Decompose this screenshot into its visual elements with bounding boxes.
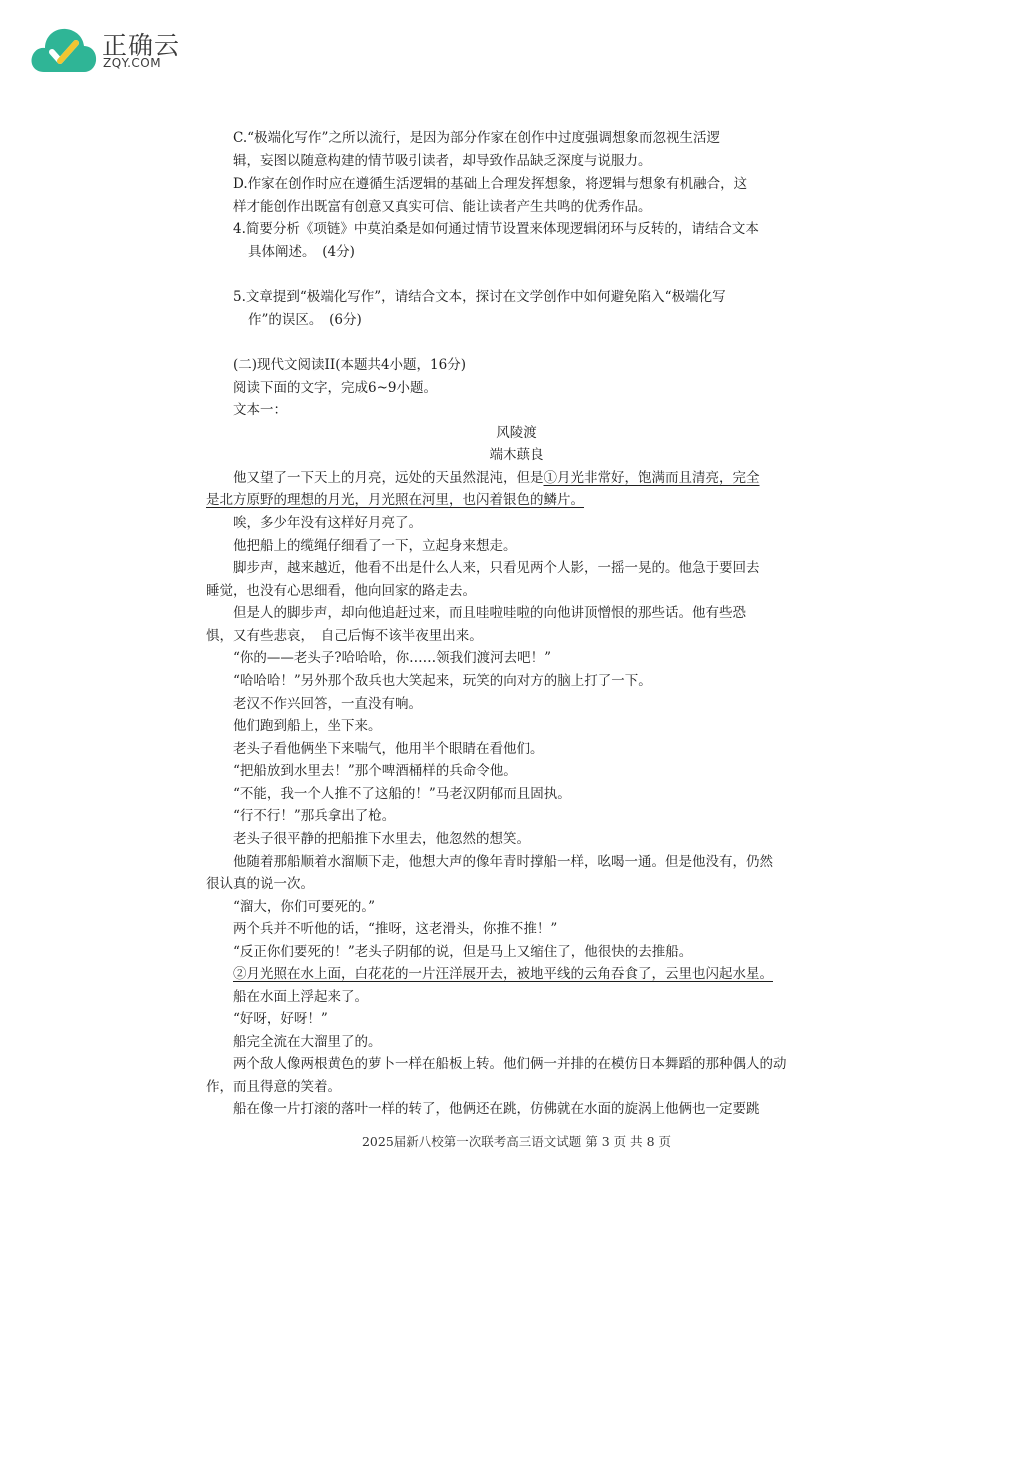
paragraph-line: 睡觉，也没有心思细看，他向回家的路走去。	[206, 583, 476, 599]
paragraph-line	[233, 472, 760, 486]
paragraph-line: 但是人的脚步声，却向他追赶过来，而且哇啦哇啦的向他讲顶憎恨的那些话。他有些恐	[233, 605, 746, 621]
question-4-line-1: 4.简要分析《项链》中莫泊桑是如何通过情节设置来体现逻辑闭环与反转的，请结合文本	[233, 221, 759, 237]
paragraph-line: 他们跑到船上，坐下来。	[233, 718, 382, 734]
story-author: 端木蕻良	[489, 447, 544, 463]
paragraph-line: “你的——老头子?哈哈哈，你……领我们渡河去吧！”	[233, 650, 552, 666]
underlined-sentence-1: ①月光非常好，饱满而且清亮，完全	[543, 470, 760, 486]
paragraph-line: 两个兵并不听他的话，“推呀，这老滑头，你推不推！”	[233, 921, 558, 937]
paragraph-line: 惧，又有些悲哀， 自己后悔不该半夜里出来。	[206, 628, 483, 644]
section-heading: (二)现代文阅读II(本题共4小题，16分)	[233, 357, 466, 373]
paragraph-line: 老汉不作兴回答，一直没有响。	[233, 696, 422, 712]
question-4-line-2: 具体阐述。 (4分)	[248, 244, 355, 260]
paragraph-line: 作，而且得意的笑着。	[206, 1079, 341, 1095]
paragraph-line: “哈哈哈！”另外那个敌兵也大笑起来，玩笑的向对方的脑上打了一下。	[233, 673, 652, 689]
page-footer: 2025届新八校第一次联考高三语文试题 第 3 页 共 8 页	[361, 1134, 672, 1149]
paragraph-line: 他随着那船顺着水溜顺下走，他想大声的像年青时撑船一样，吆喝一通。但是他没有，仍然	[233, 854, 773, 870]
paragraph-line: 两个敌人像两根黄色的萝卜一样在船板上转。他们俩一并排的在模仿日本舞蹈的那种偶人的动	[233, 1056, 787, 1072]
paragraph-line	[206, 494, 584, 508]
paragraph-line	[233, 968, 773, 982]
paragraph-line: 老头子很平静的把船推下水里去，他忽然的想笑。	[233, 831, 530, 847]
paragraph-line: “不能，我一个人推不了这船的！”马老汉阴郁而且固执。	[233, 786, 571, 802]
question-5-line-1: 5.文章提到“极端化写作”，请结合文本，探讨在文学创作中如何避免陷入“极端化写	[233, 289, 726, 305]
paragraph-line: 很认真的说一次。	[206, 876, 314, 892]
cloud-check-icon	[30, 22, 98, 76]
question-5-line-2: 作”的误区。 (6分)	[248, 312, 362, 328]
paragraph-line: 老头子看他俩坐下来喘气，他用半个眼睛在看他们。	[233, 741, 544, 757]
logo-name: 正确云	[102, 31, 181, 60]
option-d-line-2: 样才能创作出既富有创意又真实可信、能让读者产生共鸣的优秀作品。	[233, 199, 652, 215]
paragraph-line: “溜大，你们可要死的。”	[233, 899, 376, 915]
paragraph-text: 他又望了一下天上的月亮，远处的天虽然混沌，但是	[233, 470, 544, 486]
underlined-sentence-1-cont: 是北方原野的理想的月光，月光照在河里，也闪着银色的鳞片。	[206, 492, 584, 508]
paragraph-line: “把船放到水里去！”那个啤酒桶样的兵命令他。	[233, 763, 517, 779]
option-c-line-2: 辑，妄图以随意构建的情节吸引读者，却导致作品缺乏深度与说服力。	[233, 153, 652, 169]
zqy-logo	[30, 22, 210, 76]
paragraph-line: 船在水面上浮起来了。	[233, 989, 368, 1005]
paragraph-line: 他把船上的缆绳仔细看了一下，立起身来想走。	[233, 538, 517, 554]
story-title: 风陵渡	[496, 425, 537, 441]
paragraph-line: “反正你们要死的！”老头子阴郁的说，但是马上又缩住了，他很快的去推船。	[233, 944, 693, 960]
underlined-sentence-2: ②月光照在水上面，白花花的一片汪洋展开去，被地平线的云角吞食了，云里也闪起水星。	[233, 966, 773, 982]
paragraph-line: 脚步声，越来越近，他看不出是什么人来，只看见两个人影，一摇一晃的。他急于要回去	[233, 560, 760, 576]
paragraph-line: “好呀，好呀！”	[233, 1011, 328, 1027]
logo-domain: ZQY.COM	[103, 56, 162, 70]
option-d-line-1: D.作家在创作时应在遵循生活逻辑的基础上合理发挥想象，将逻辑与想象有机融合，这	[233, 176, 748, 192]
paragraph-line: 船在像一片打滚的落叶一样的转了，他俩还在跳，仿佛就在水面的旋涡上他俩也一定要跳	[233, 1101, 760, 1117]
paragraph-line: 船完全流在大溜里了的。	[233, 1034, 382, 1050]
paragraph-line: “行不行！”那兵拿出了枪。	[233, 808, 396, 824]
reading-instruction: 阅读下面的文字，完成6~9小题。	[233, 380, 437, 396]
paragraph-line: 唉，多少年没有这样好月亮了。	[233, 515, 422, 531]
text-one-label: 文本一：	[233, 402, 287, 418]
option-c-line-1: C.“极端化写作”之所以流行，是因为部分作家在创作中过度强调想象而忽视生活逻	[233, 130, 720, 146]
